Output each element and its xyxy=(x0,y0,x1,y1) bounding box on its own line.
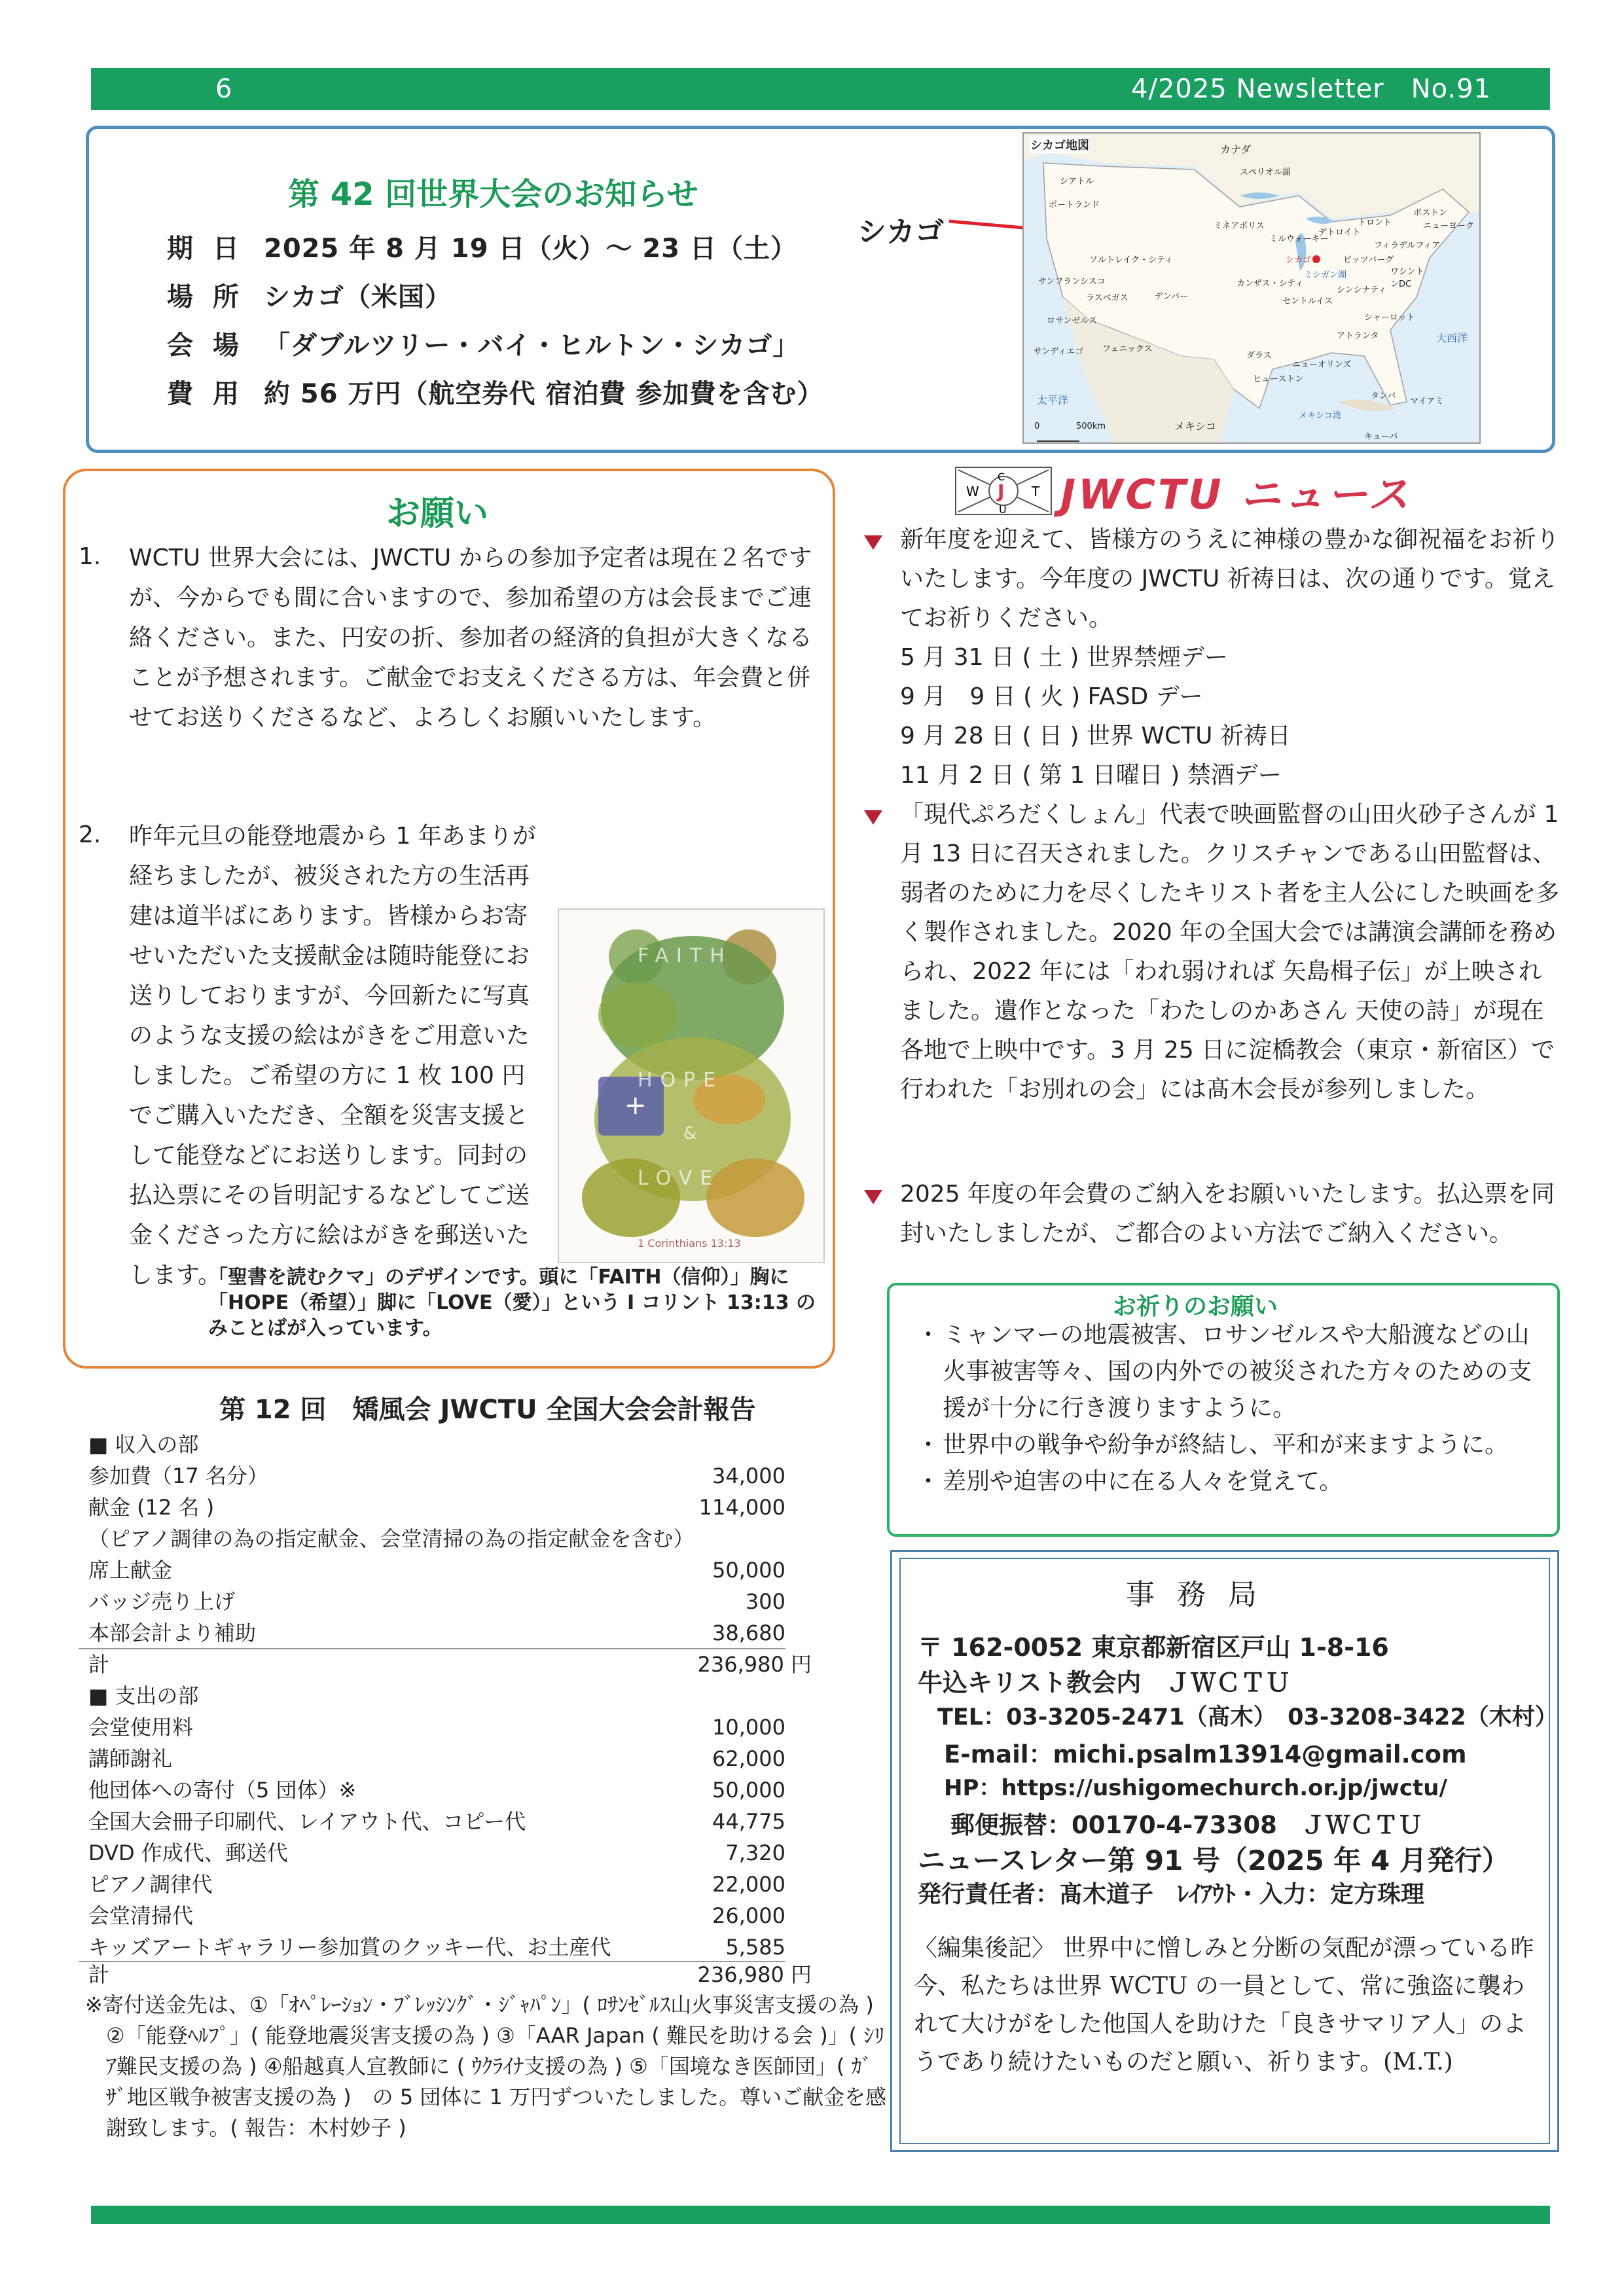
news-title: JWCTU ニュース xyxy=(1060,471,1412,518)
income-row: （ピアノ調律の為の指定献金、会堂清掃の為の指定献金を含む） xyxy=(88,1526,695,1551)
expense-value: 22,000 xyxy=(712,1872,785,1897)
prayer-item: ミャンマーの地震被害、ロサンゼルスや大船渡などの山火事被害等々、国の内外での被災された方々のための支援が十分に行き渡りますように。 xyxy=(943,1321,1532,1422)
congress-row-venue: 会場 「ダブルツリー・バイ・ヒルトン・シカゴ」 xyxy=(167,331,800,361)
prayer-item: 世界中の戦争や紛争が終結し、平和が来ますように。 xyxy=(943,1431,1509,1458)
expense-total-label: 計 xyxy=(88,1962,110,1987)
accounts-title: 第 12 回 矯風会 JWCTU 全国大会会計報告 xyxy=(219,1395,756,1425)
income-value: 300 xyxy=(745,1589,785,1614)
svg-text:J: J xyxy=(998,480,1005,502)
svg-text:HOPE: HOPE xyxy=(638,1069,724,1092)
svg-text:T: T xyxy=(1032,484,1040,499)
svg-text:W: W xyxy=(966,484,979,499)
income-value: 34,000 xyxy=(712,1463,785,1488)
chicago-label: シカゴ xyxy=(857,215,944,249)
svg-text:C: C xyxy=(998,471,1005,483)
prayer-date: 11 月 2 日 ( 第 1 日曜日 ) 禁酒デー xyxy=(900,762,1282,789)
expense-value: 44,775 xyxy=(712,1809,785,1834)
expense-row: ピアノ調律代 xyxy=(88,1872,213,1897)
expense-row: 他団体への寄付（5 団体）※ xyxy=(88,1778,357,1803)
congress-row-place: 場所 シカゴ（米国） xyxy=(167,282,452,312)
office-postal: 郵便振替：00170-4-73308 ＪＷＣＴＵ xyxy=(950,1811,1422,1839)
office-org: 牛込キリスト教会内 ＪＷＣＴＵ xyxy=(918,1668,1291,1697)
prayer-date: 9 月 9 日 ( 火 ) FASD デー xyxy=(900,683,1203,710)
expense-value: 5,585 xyxy=(725,1935,785,1960)
svg-text:+: + xyxy=(624,1090,647,1121)
expense-row: キッズアートギャラリー参加賞のクッキー代、お土産代 xyxy=(88,1935,611,1960)
svg-text:1 Corinthians 13:13: 1 Corinthians 13:13 xyxy=(638,1237,741,1249)
newsletter-title: 4/2025 Newsletter No.91 xyxy=(1131,74,1491,104)
congress-row-cost: 費用 約 56 万円（航空券代 宿泊費 参加費を含む） xyxy=(167,379,824,409)
income-row: 席上献金 xyxy=(88,1558,173,1583)
office-issue: ニュースレター第 91 号（2025 年 4 月発行） xyxy=(918,1844,1509,1876)
income-header: ■ 収入の部 xyxy=(88,1432,199,1457)
expense-row: 講師謝礼 xyxy=(88,1746,173,1771)
editor-postscript: 〈編集後記〉 世界中に憎しみと分断の気配が漂っている昨今、私たちは世界 WCTU の一員として、常に強盗に襲われて大けがをした他国人を助けた「良きサマリア人」のようであり続けたいものだと願い、祈ります。(M.T.) xyxy=(914,1935,1534,2075)
bullet-triangle-icon xyxy=(864,810,882,825)
expense-row: 会堂清掃代 xyxy=(88,1903,194,1928)
income-row: 本部会計より補助 xyxy=(88,1621,257,1645)
request-item-1: WCTU 世界大会には、JWCTU からの参加予定者は現在２名ですが、今からでも間に合いますので、参加希望の方は会長までご連絡ください。また、円安の折、参加者の経済的負担が大きくなることが予想されます。ご献金でお支えくださる方は、年会費と併せてお送りくださるなど、よろしくお願いいたします。 xyxy=(129,545,813,731)
news-item-2: 「現代ぷろだくしょん」代表で映画監督の山田火砂子さんが 1 月 13 日に召天されました。クリスチャンである山田監督は、弱者のために力を尽くしたキリスト者を主人公にした映画を多く製作されました。2020 年の全国大会では講演会講師を務められ、2022 年には「われ弱ければ 矢島楫子伝」が上映されました。遺作となった「わたしのかあさん 天使の詩」が現在各地で上映中です。3 月 25 日に淀橋教会（東京・新宿区）で行われた「お別れの会」には髙木会長が参列しました。 xyxy=(900,801,1560,1103)
income-row: 参加費（17 名分） xyxy=(88,1463,268,1488)
expense-total-value: 236,980 円 xyxy=(697,1962,812,1987)
prayer-date: 9 月 28 日 ( 日 ) 世界 WCTU 祈祷日 xyxy=(900,723,1291,749)
donation-note: ※寄付送金先は、①「ｵﾍﾟﾚｰｼｮﾝ・ﾌﾞﾚｯｼﾝｸﾞ・ｼﾞｬﾊﾟﾝ」( ﾛｻﾝｾﾞﾙｽ山火事災害支援の為 ) ②「能登ﾍﾙﾌﾟ」( 能登地震災害支援の為 ) ③「AAR Japan ( 難民を助ける会 )」( ｼﾘｱ難民支援の為 ) ④船越真人宣教師に ( ｳｸﾗｲﾅ支援の為 ) ⑤「国境なき医師団」( ｶﾞｻﾞ地区戦争被害支援の為 ) の 5 団体に 1 万円ずついたしました。尊いご献金を感謝致します。( 報告：木村妙子 ) xyxy=(85,1992,887,2140)
request-item-2: 昨年元旦の能登地震から 1 年あまりが経ちましたが、被災された方の生活再建は道半ばにあります。皆様からお寄せいただいた支援献金は随時能登にお送りしておりますが、今回新たに写真のような支援の絵はがきをご用意いたしました。ご希望の方に 1 枚 100 円でご購入いただき、全額を災害支援として能登などにお送りします。同封の払込票にその旨明記するなどしてご送金くださった方に絵はがきを郵送いたします。 xyxy=(129,823,536,1289)
news-item-3: 2025 年度の年会費のご納入をお願いいたします。払込票を同封いたしましたが、ご都合のよい方法でご納入ください。 xyxy=(900,1181,1555,1247)
svg-text:FAITH: FAITH xyxy=(638,944,732,967)
office-editor: 発行責任者：髙木道子 ﾚｲｱｳﾄ・入力：定方珠理 xyxy=(918,1881,1425,1908)
map-title: シカゴ地図 xyxy=(1030,136,1089,153)
expense-value: 50,000 xyxy=(712,1778,785,1803)
income-value: 114,000 xyxy=(698,1495,785,1520)
bear-caption: 「聖書を読むクマ」のデザインです。頭に「FAITH（信仰）」胸に「HOPE（希望）」脚に「LOVE（愛）」という I コリント 13:13 のみことばが入っています。 xyxy=(208,1266,816,1340)
income-row: 献金 (12 名 ) xyxy=(88,1495,215,1520)
office-tel: TEL：03-3205-2471（髙木） 03-3208-3422（木村） xyxy=(937,1704,1558,1731)
request-title: お願い xyxy=(386,494,489,533)
expense-value: 10,000 xyxy=(712,1715,785,1740)
office-homepage[interactable]: HP：https://ushigomechurch.or.jp/jwctu/ xyxy=(944,1775,1447,1801)
jwctu-logo-icon xyxy=(954,466,1053,516)
income-total-label: 計 xyxy=(88,1652,110,1677)
expense-row: DVD 作成代、郵送代 xyxy=(88,1840,288,1865)
footer-bar xyxy=(91,2206,1550,2224)
expense-header: ■ 支出の部 xyxy=(88,1683,199,1708)
income-value: 38,680 xyxy=(712,1621,785,1645)
congress-row-dates: 期日 2025 年 8 月 19 日（火）～ 23 日（土） xyxy=(167,234,797,264)
office-email[interactable]: E-mail：michi.psalm13914@gmail.com xyxy=(944,1740,1467,1768)
bullet-triangle-icon xyxy=(864,1190,882,1204)
usa-map: シカゴ地図 カナダ スペリオル湖 シアトル ポートランド ミネアポリス ミルウォーキー デトロイト トロント ボストン ニューヨーク フィラデルフィア ワシントンDC ソルトレイク・シティ シカゴ ミシガン湖 ピッツバーグ サンフランシスコ ラスベガス デンバー カンザス・シティ セントルイス シンシナティ ロサンゼルス サンディエゴ フェニックス ダラス アトランタ シャーロット 大西洋 ニューオリンズ ヒューストン 太平洋 メキシコ タンパ マイアミ メキシコ湾 キューバ 0 500km xyxy=(1022,132,1481,444)
expense-value: 26,000 xyxy=(712,1903,785,1928)
income-total-value: 236,980 円 xyxy=(697,1652,812,1677)
office-title: 事務局 xyxy=(1126,1578,1279,1611)
expense-value: 62,000 xyxy=(712,1746,785,1771)
expense-value: 7,320 xyxy=(725,1840,785,1865)
svg-text:&: & xyxy=(683,1124,697,1143)
expense-row: 会堂使用料 xyxy=(88,1715,194,1740)
prayer-item: 差別や迫害の中に在る人々を覚えて。 xyxy=(943,1468,1343,1495)
income-value: 50,000 xyxy=(712,1558,785,1583)
bear-postcard-image xyxy=(558,908,825,1263)
news-item-1: 新年度を迎えて、皆様方のうえに神様の豊かな御祝福をお祈りいたします。今年度の JWCTU 祈祷日は、次の通りです。覚えてお祈りください。 xyxy=(900,526,1560,632)
svg-text:U: U xyxy=(999,503,1007,516)
svg-text:LOVE: LOVE xyxy=(638,1167,721,1190)
header-bar xyxy=(91,68,1550,110)
prayer-title: お祈りのお願い xyxy=(1113,1293,1278,1320)
bullet-triangle-icon xyxy=(864,535,882,550)
office-address: 〒 162-0052 東京都新宿区戸山 1-8-16 xyxy=(918,1633,1389,1662)
page-number: 6 xyxy=(215,74,232,104)
prayer-date: 5 月 31 日 ( 土 ) 世界禁煙デー xyxy=(900,644,1228,671)
expense-row: 全国大会冊子印刷代、レイアウト代、コピー代 xyxy=(88,1809,526,1834)
congress-title: 第 42 回世界大会のお知らせ xyxy=(288,176,698,213)
income-row: バッジ売り上げ xyxy=(88,1589,236,1614)
